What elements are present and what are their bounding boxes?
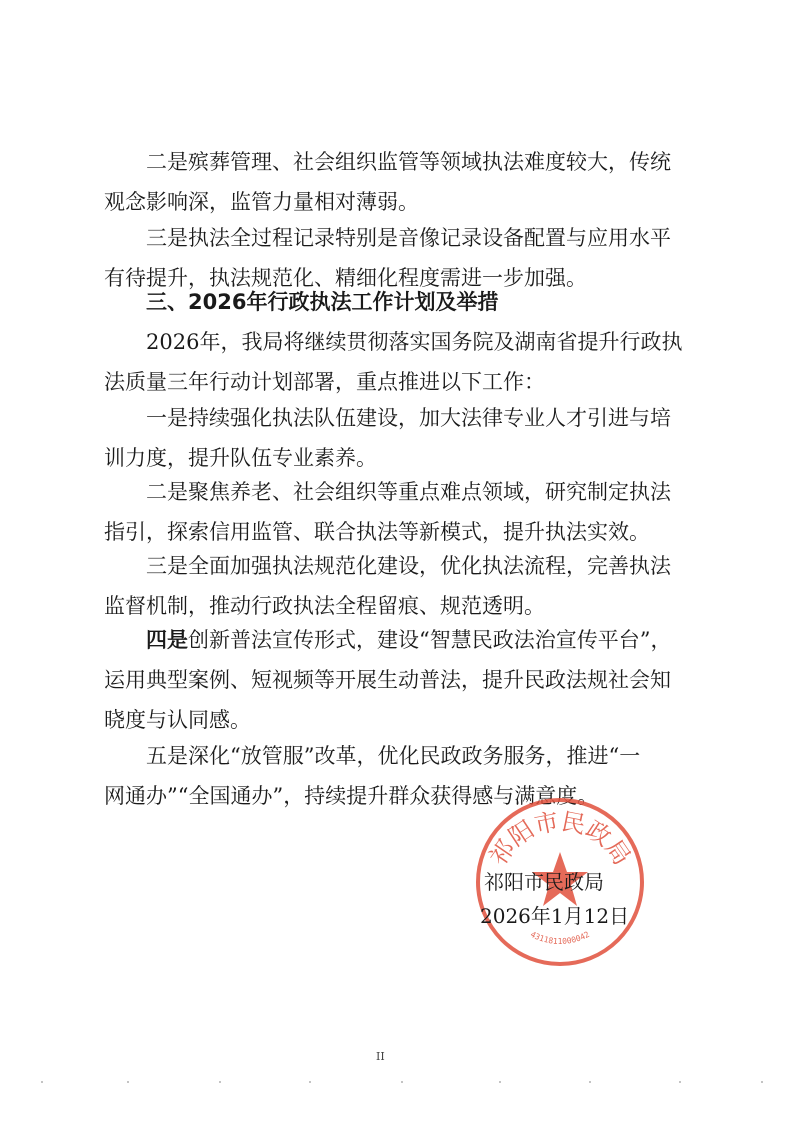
paragraph-measure-1: [104, 398, 706, 478]
paragraph-measure-4: [104, 620, 706, 740]
paragraph-measure-2: [104, 472, 706, 552]
text-line: 五是深化“放管服”改革，优化民政政务服务，推进“一: [146, 744, 641, 768]
text-line: 法质量三年行动计划部署，重点推进以下工作：: [104, 370, 545, 394]
text-line: 观念影响深，监管力量相对薄弱。: [104, 190, 419, 214]
paragraph-challenge-2: [104, 142, 706, 222]
seal-code: 4311811000042: [529, 929, 591, 946]
lead-text: 四是: [146, 627, 188, 652]
text-line: 晓度与认同感。: [104, 708, 251, 732]
scan-dots: [30, 1080, 770, 1084]
signature-date: 2026年1月12日: [480, 904, 630, 928]
text-line: 一是持续强化执法队伍建设，加大法律专业人才引进与培: [146, 406, 671, 430]
text-line: 2026年，我局将继续贯彻落实国务院及湖南省提升行政执: [146, 330, 683, 354]
text-line: 训力度，提升队伍专业素养。: [104, 446, 377, 470]
signature-org: 祁阳市民政局: [484, 870, 604, 894]
seal-text: 祁阳市民政局: [483, 807, 637, 871]
text-line: 三是执法全过程记录特别是音像记录设备配置与应用水平: [146, 226, 671, 250]
text-line: 运用典型案例、短视频等开展生动普法，提升民政法规社会知: [104, 668, 671, 692]
page-footer-mark: II: [376, 1050, 385, 1063]
text-line: 二是聚焦养老、社会组织等重点难点领域，研究制定执法: [146, 480, 671, 504]
text-line-rest: 创新普法宣传形式，建设“智慧民政法治宣传平台”，: [188, 628, 672, 652]
paragraph-plan-intro: [104, 322, 706, 402]
paragraph-measure-3: [104, 546, 706, 626]
text-line: 三是全面加强执法规范化建设，优化执法流程，完善执法: [146, 554, 671, 578]
section-heading: 三、2026年行政执法工作计划及举措: [146, 290, 499, 314]
text-line: 监督机制，推动行政执法全程留痕、规范透明。: [104, 594, 545, 618]
text-line: 网通办”“全国通办”，持续提升群众获得感与满意度。: [104, 784, 599, 808]
text-line: [146, 620, 706, 660]
text-line: 二是殡葬管理、社会组织监管等领域执法难度较大，传统: [146, 150, 671, 174]
text-line: 有待提升，执法规范化、精细化程度需进一步加强。: [104, 266, 587, 290]
text-line: 指引，探索信用监管、联合执法等新模式，提升执法实效。: [104, 520, 650, 544]
